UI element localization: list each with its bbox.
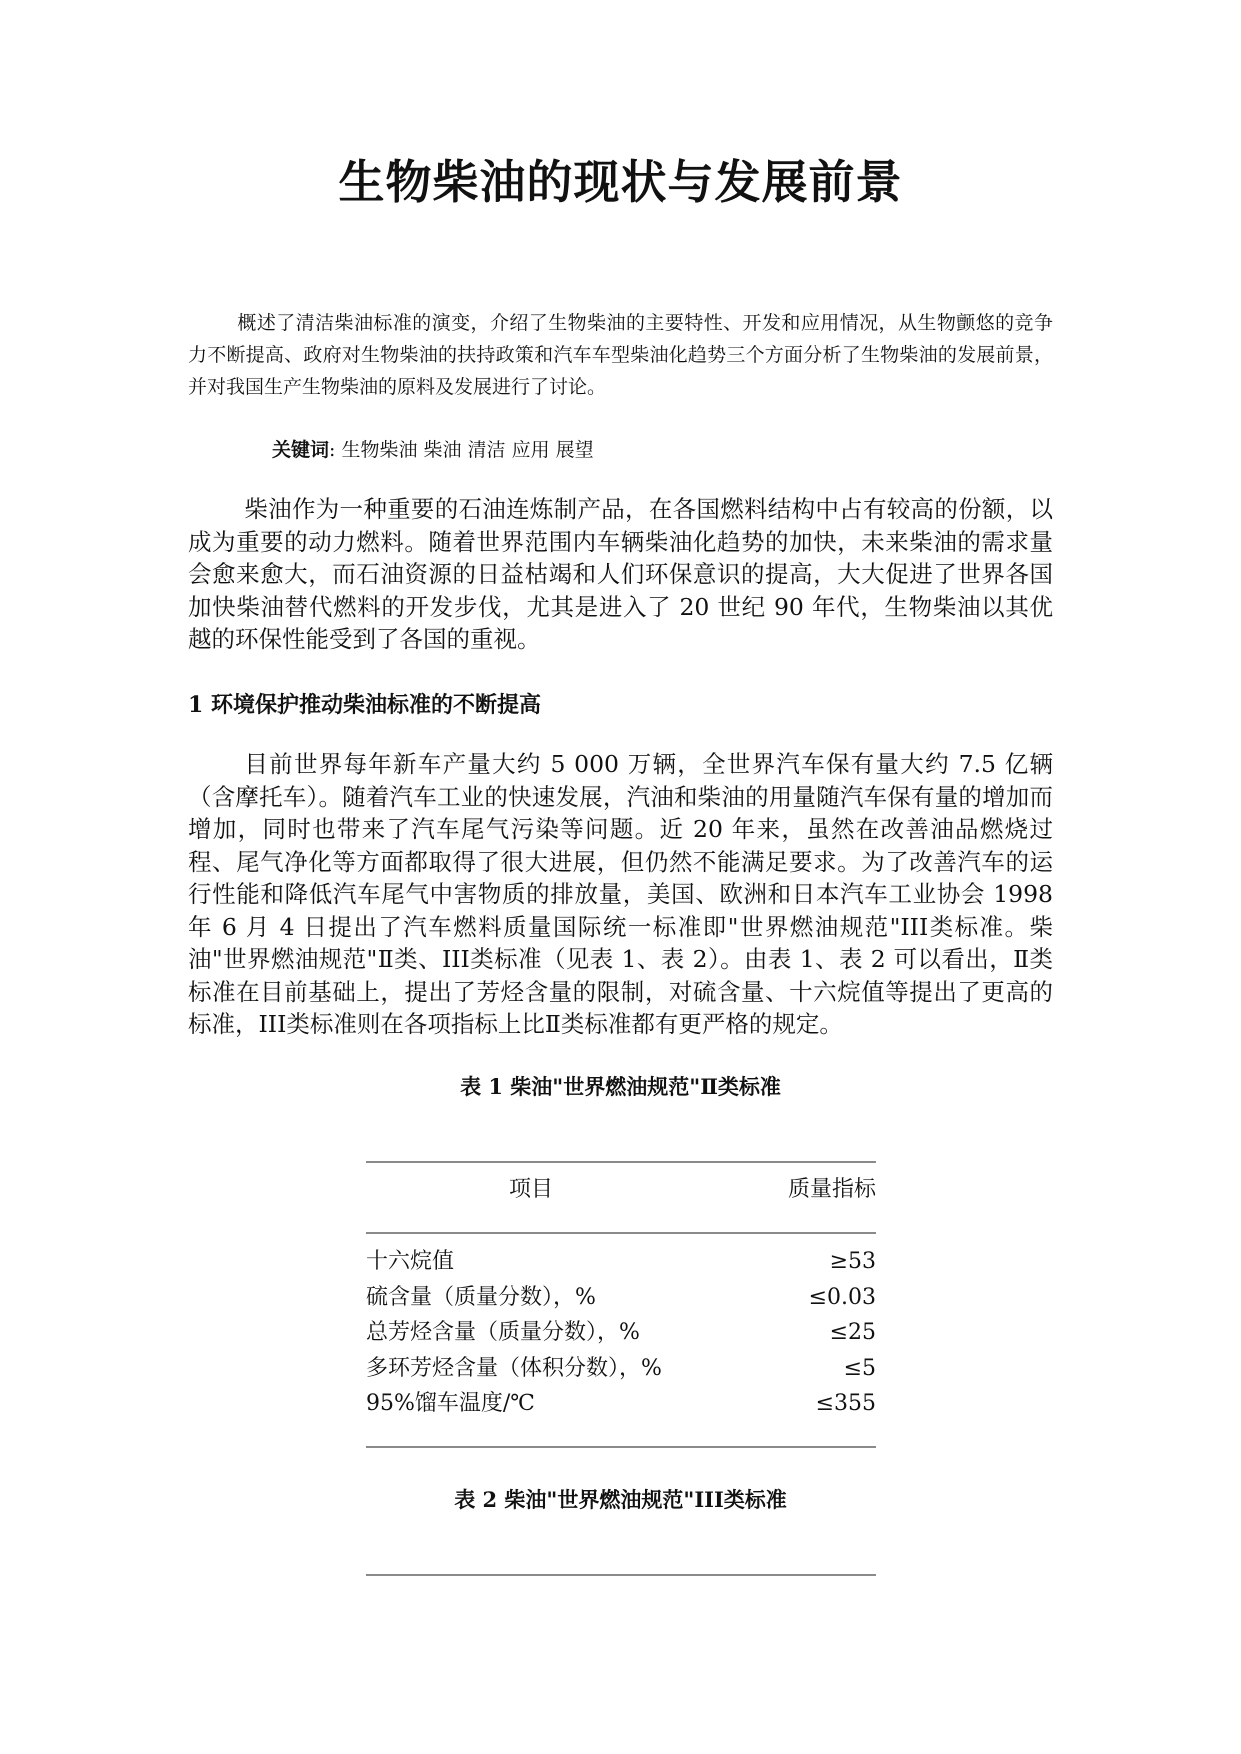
table-cell-value: ≤0.03 (808, 1284, 876, 1310)
table-1-top-rule (366, 1161, 876, 1163)
table-1-header-rule (366, 1232, 876, 1234)
keywords-line (272, 434, 594, 466)
table-cell-item: 硫含量（质量分数），% (366, 1284, 596, 1310)
abstract-paragraph: 概述了清洁柴油标准的演变，介绍了生物柴油的主要特性、开发和应用情况，从生物颤悠的竞争力不断提高、政府对生物柴油的扶持政策和汽车车型柴油化趋势三个方面分析了生物柴油的发展前景，并对我国生产生物柴油的原料及发展进行了讨论。 (188, 312, 1053, 398)
table-cell-value: ≤25 (829, 1320, 876, 1345)
section-1-paragraph: 目前世界每年新车产量大约 5 000 万辆，全世界汽车保有量大约 7.5 亿辆（含摩托车）。随着汽车工业的快速发展，汽油和柴油的用量随汽车保有量的增加而增加，同时也带来了汽车尾气污染等问题。近 20 年来，虽然在改善油品燃烧过程、尾气净化等方面都取得了很大进展，但仍然不能满足要求。为了改善汽车的运行性能和降低汽车尾气中害物质的排放量，美国、欧洲和日本汽车工业协会 1998 年 6 月 4 日提出了汽车燃料质量国际统一标准即"世界燃油规范"III类标准。柴油"世界燃油规范"Ⅱ类、III类标准（见表 1、表 2）。由表 1、表 2 可以看出，Ⅱ类标准在目前基础上，提出了芳烃含量的限制，对硫含量、十六烷值等提出了更高的标准，III类标准则在各项指标上比Ⅱ类标准都有更严格的规定。 (188, 750, 1053, 1038)
table-cell-item: 多环芳烃含量（体积分数），% (366, 1355, 662, 1381)
table-row (366, 1244, 876, 1280)
table-cell-item: 95%馏车温度/℃ (366, 1391, 535, 1416)
table-cell-item: 十六烷值 (366, 1249, 455, 1274)
table-2-caption: 表 2 柴油"世界燃油规范"III类标准 (454, 1487, 787, 1512)
table-2-top-rule (366, 1574, 876, 1576)
document-title: 生物柴油的现状与发展前景 (338, 155, 903, 209)
table-1-bottom-rule (366, 1446, 876, 1448)
keywords-separator: : (329, 439, 336, 461)
table-cell-value: ≤355 (815, 1391, 876, 1416)
table-row (366, 1351, 876, 1387)
table-1-caption: 表 1 柴油"世界燃油规范"Ⅱ类标准 (460, 1074, 781, 1099)
keywords-items: 生物柴油 柴油 清洁 应用 展望 (341, 439, 594, 461)
table-1-header-value: 质量指标 (787, 1177, 876, 1202)
table-cell-value: ≥53 (829, 1249, 876, 1274)
keywords-label: 关键词 (272, 439, 330, 461)
table-row (366, 1280, 876, 1316)
intro-paragraph: 柴油作为一种重要的石油连炼制产品，在各国燃料结构中占有较高的份额，以成为重要的动力燃料。随着世界范围内车辆柴油化趋势的加快，未来柴油的需求量会愈来愈大，而石油资源的日益枯竭和人们环保意识的提高，大大促进了世界各国加快柴油替代燃料的开发步伐，尤其是进入了 20 世纪 90 年代，生物柴油以其优越的环保性能受到了各国的重视。 (188, 495, 1053, 653)
table-1-body (366, 1244, 876, 1422)
table-cell-item: 总芳烃含量（质量分数），% (366, 1320, 640, 1345)
table-row (366, 1386, 876, 1422)
table-1-header (366, 1170, 876, 1210)
table-cell-value: ≤5 (843, 1355, 876, 1381)
table-1-header-item: 项目 (508, 1177, 553, 1202)
section-1-heading: 1 环境保护推动柴油标准的不断提高 (188, 692, 541, 718)
table-row (366, 1315, 876, 1351)
